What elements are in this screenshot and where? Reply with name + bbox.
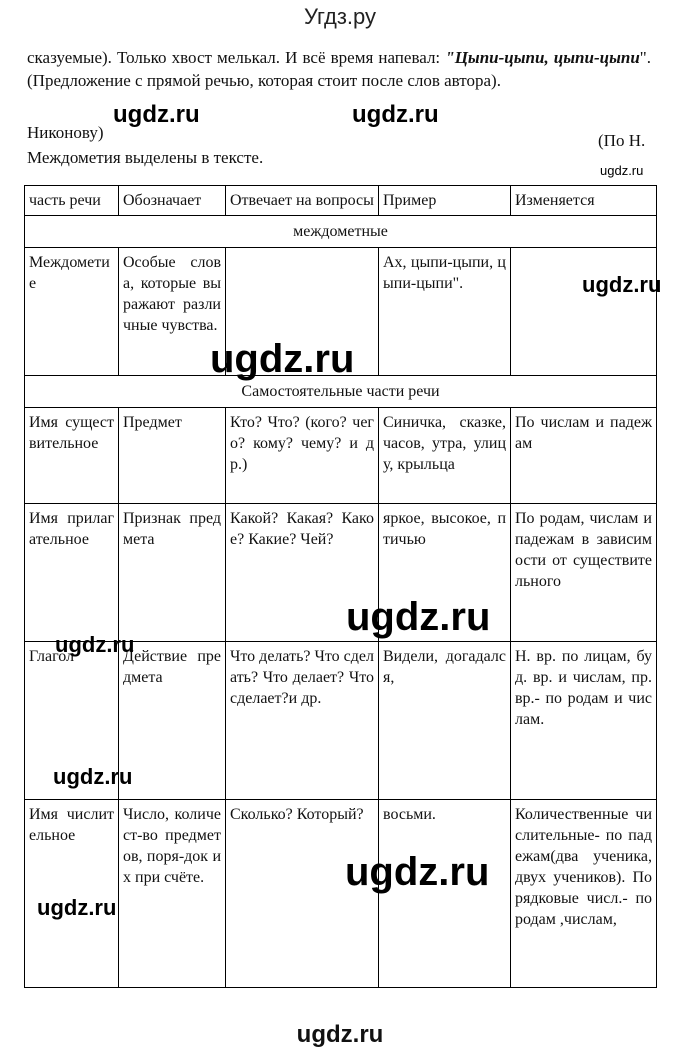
table-cell: Признак предмета [119, 504, 226, 642]
table-cell: Особые слова, которые выражают различные чувства. [119, 248, 226, 376]
text-paragraph [27, 46, 651, 92]
note-text: Междометия выделены в тексте. [27, 148, 264, 167]
watermark: ugdz.ru [600, 163, 644, 178]
watermark: ugdz.ru [55, 632, 135, 657]
header-cell: часть речи [25, 186, 119, 216]
table-row [25, 504, 657, 642]
table-cell: Имя существительное [25, 408, 119, 504]
table-cell: Видели, догадался, [379, 642, 511, 800]
footer-watermark: ugdz.ru [296, 1021, 384, 1048]
header-cell: Изменяется [511, 186, 657, 216]
table-cell: яркое, высокое, птичью [379, 504, 511, 642]
text-line-2: ".(Предложение с прямой речью, которая стоит после слов автора). [27, 48, 651, 90]
table-cell: Какой? Какая? Какое? Какие? Чей? [226, 504, 379, 642]
watermark: ugdz.ru [53, 764, 133, 789]
table-cell: Ах, цыпи-цыпи, цыпи-цыпи". [379, 248, 511, 376]
table-cell [511, 248, 657, 376]
table-row [25, 800, 657, 988]
attribution-left: Никонову) [27, 123, 104, 142]
watermark: ugdz.ru [345, 850, 490, 894]
table-cell: Количественные числительные- по падежам(два ученика, двух учеников). Порядковые числ.- по родам ,числам, [511, 800, 657, 988]
quote-text: "Цыпи-цыпи, цыпи-цыпи [445, 48, 640, 67]
section-row [25, 216, 657, 248]
table-cell: Глагол [25, 642, 119, 800]
watermark: ugdz.ru [582, 272, 662, 297]
table-cell: Что делать? Что сделать? Что делает? Что сделает?и др. [226, 642, 379, 800]
header-cell: Пример [379, 186, 511, 216]
text-line-1: сказуемые). Только хвост мелькал. И всё время напевал: [27, 48, 446, 67]
table-cell: Имя числительное [25, 800, 119, 988]
watermark: ugdz.ru [346, 595, 491, 639]
section-title: Самостоятельные части речи [25, 376, 657, 408]
table-cell: Имя прилагательное [25, 504, 119, 642]
table-cell: Действие предмета [119, 642, 226, 800]
table-cell: Синичка, сказке, часов, утра, улицу, крыльца [379, 408, 511, 504]
watermark: ugdz.ru [352, 101, 439, 128]
table-cell: Н. вр. по лицам, буд. вр. и числам, пр. вр.- по родам и числам. [511, 642, 657, 800]
watermark: ugdz.ru [113, 101, 200, 128]
table-cell: По родам, числам и падежам в зависимости от существительного [511, 504, 657, 642]
section-title: междометные [25, 216, 657, 248]
watermark: ugdz.ru [37, 895, 117, 920]
header-cell: Отвечает на вопросы [226, 186, 379, 216]
parts-of-speech-table [24, 185, 657, 988]
table-cell: восьми. [379, 800, 511, 988]
table-cell: Сколько? Который? [226, 800, 379, 988]
table-cell: Кто? Что? (кого? чего? кому? чему? и др.) [226, 408, 379, 504]
table-cell: Междометие [25, 248, 119, 376]
header-cell: Обозначает [119, 186, 226, 216]
table-body [25, 186, 657, 988]
attribution-right: (По Н. [598, 131, 646, 150]
table-cell: Предмет [119, 408, 226, 504]
table-header-row [25, 186, 657, 216]
table-cell: По числам и падежам [511, 408, 657, 504]
table-row [25, 408, 657, 504]
table-cell: Число, количест-во предметов, поря-док их при счёте. [119, 800, 226, 988]
site-title: Угдз.ру [303, 4, 377, 29]
watermark: ugdz.ru [210, 337, 355, 381]
